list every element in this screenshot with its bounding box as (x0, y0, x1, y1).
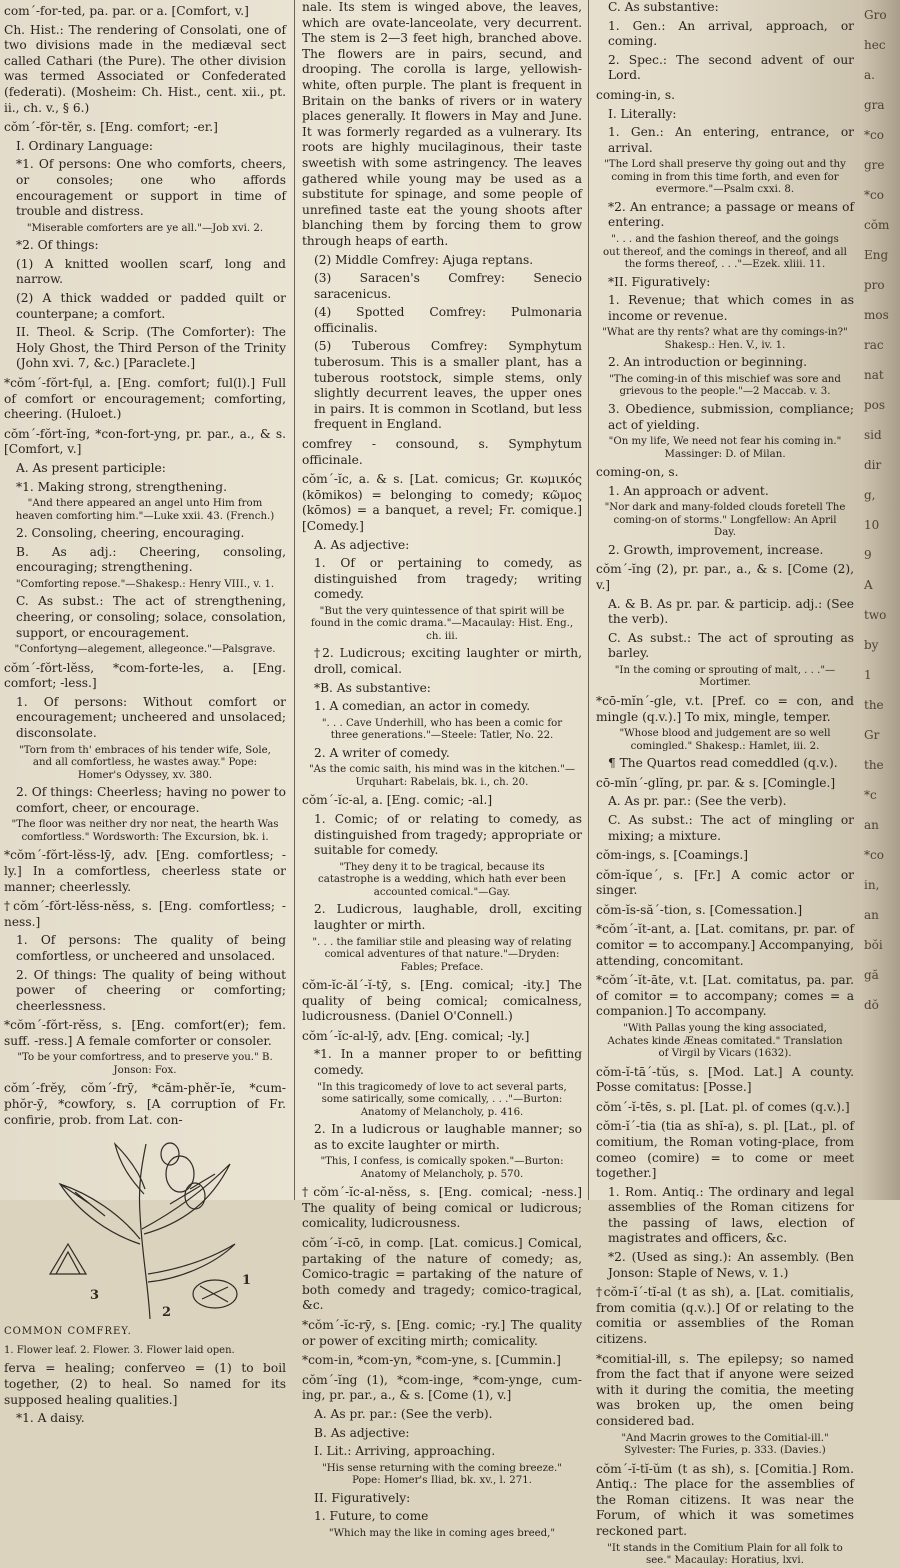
entry-text: 1. Gen.: An entering, entrance, or arrival. (608, 125, 854, 155)
entry-text: (2) Middle Comfrey: Ajuga reptans. (314, 252, 534, 267)
entry-text: II. Figuratively: (314, 1490, 411, 1505)
edge-fragment: gra (864, 98, 885, 112)
edge-fragment: two (864, 608, 887, 622)
dictionary-entry: cŏm-ĭs-să´-tion, s. [Comessation.] (596, 902, 803, 917)
dictionary-entry: cō-mĭn´-glĭng, pr. par. & s. [Comingle.] (596, 775, 836, 790)
dictionary-entry: cŏm´-ĭ-tēs, s. pl. [Lat. pl. of comes (q.v.).] (596, 1099, 850, 1114)
dictionary-entry: *cŏm´-fŏrt-rĕss, s. [Eng. comfort(er); fem. suff. -ress.] A female comforter or consoler. (4, 1018, 286, 1048)
quotation: "This, I confess, is comically spoken."—Burton: Anatomy of Melancholy, p. 570. (320, 1156, 564, 1180)
edge-fragment: gă (864, 968, 879, 982)
edge-fragment: an (864, 818, 879, 832)
edge-fragment: *co (864, 128, 884, 142)
edge-fragment: hec (864, 38, 886, 52)
edge-fragment: the (864, 698, 884, 712)
entry-text: C. As subst.: The act of mingling or mixing; a mixture. (608, 812, 854, 843)
entry-text: ferva = healing; conferveo = (1) to boil together, (2) to heal. So named for its supposed healing qualities.] (4, 1361, 286, 1407)
entry-text: A. & B. As pr. par. & particip. adj.: (See the verb). (608, 596, 854, 627)
entry-text: (2) A thick wadded or padded quilt or counterpane; a comfort. (16, 291, 286, 321)
entry-text: 2. A writer of comedy. (314, 745, 450, 760)
edge-fragment: 1 (864, 668, 872, 682)
entry-text: 2. Spec.: The second advent of our Lord. (608, 52, 854, 83)
dictionary-entry: cŏm´-ĭc-al, a. [Eng. comic; -al.] (302, 793, 493, 808)
quotation: ". . . Cave Underhill, who has been a comic for three generations."—Steele: Tatler, No. 22. (321, 717, 563, 742)
entry-text: (3) Saracen's Comfrey: Senecio saracenicus. (314, 271, 582, 301)
entry-text: 2. Ludicrous, laughable, droll, exciting laughter or mirth. (314, 902, 582, 932)
dictionary-entry: †cŏm´-ĭc-al-nĕss, s. [Eng. comical; -ness.] The quality of being comical or ludicrous; comicality, ludicrousness. (302, 1185, 582, 1231)
entry-text: 2. An introduction or beginning. (608, 355, 808, 370)
dictionary-entry: †cŏm-ĭ´-tĭ-al (t as sh), a. [Lat. comitialis, from comitia (q.v.).] Of or relating to the comitia or assemblies of the Roman citizens. (596, 1285, 854, 1347)
edge-fragment: mos (864, 308, 889, 322)
column-left (4, 0, 286, 1426)
edge-fragment: pos (864, 398, 886, 412)
entry-text: (4) Spotted Comfrey: Pulmonaria officinalis. (314, 305, 582, 335)
quotation: "To be your comfortress, and to preserve you." B. Jonson: Fox. (17, 1052, 273, 1076)
edge-fragment: dŏ (864, 998, 879, 1012)
dictionary-entry: cŏm-ĭ´-tia (tia as shĭ-a), s. pl. [Lat., pl. of comitium, the Roman voting-place, from comeo (comire) = to come or meet together.] (596, 1119, 854, 1181)
dictionary-entry: cŏm´-ĭc-al-lȳ, adv. [Eng. comical; -ly.] (302, 1028, 530, 1043)
edge-fragment: dir (864, 458, 882, 472)
entry-text: 3. Obedience, submission, compliance; act of yielding. (608, 401, 854, 432)
quotation: "And Macrin growes to the Comitial-ill." Sylvester: The Furies, p. 333. (Davies.) (621, 1432, 829, 1457)
column-middle-entries (302, 0, 582, 1540)
dictionary-entry: *cŏm´-fŏrt-lĕss-lȳ, adv. [Eng. comfortless; -ly.] In a comfortless, cheerless state or manner; cheerlessly. (4, 848, 286, 894)
edge-fragment: an (864, 908, 879, 922)
edge-fragment: the (864, 758, 884, 772)
edge-fragment: 10 (864, 518, 880, 532)
edge-fragment: Gr (864, 728, 880, 742)
entry-text: A. As pr. par.: (See the verb). (608, 794, 787, 809)
edge-fragment: *co (864, 848, 884, 862)
quotation: "What are thy rents? what are thy comings-in?" Shakesp.: Hen. V., iv. 1. (602, 327, 848, 351)
edge-fragment: Gro (864, 8, 887, 22)
entry-text: 1. An approach or advent. (608, 483, 769, 498)
dictionary-entry: cŏm´-ĭng (2), pr. par., a., & s. [Come (2), v.] (596, 562, 854, 592)
column-rule (294, 0, 295, 1200)
dictionary-entry: cŏm-ĭ-tā´-tŭs, s. [Mod. Lat.] A county. Posse comitatus: [Posse.] (596, 1064, 854, 1095)
quotation: ". . . and the fashion thereof, and the goings out thereof, and the comings in thereof, and all the forms thereof, . . ."—Ezek. xliii. 11. (603, 234, 847, 271)
entry-text: *B. As substantive: (314, 680, 431, 695)
entry-text: 1. Of persons: Without comfort or encouragement; uncheered and unsolaced; disconsolate. (16, 694, 286, 741)
quotation: "And there appeared an angel unto Him from heaven comforting him."—Luke xxii. 43. (French.) (15, 498, 275, 522)
dictionary-entry: *cŏm´-fŏrt-fụl, a. [Eng. comfort; ful(l).] Full of comfort or encouragement; comforting, cheering. (Huloet.) (4, 375, 286, 422)
comfrey-illustration (4, 1134, 286, 1358)
entry-text: 1. Gen.: An arrival, approach, or coming. (608, 18, 854, 49)
entry-text: 2. In a ludicrous or laughable manner; so as to excite laughter or mirth. (314, 1122, 582, 1152)
quotation: "His sense returning with the coming breeze." Pope: Homer's Iliad, bk. xv., l. 271. (322, 1462, 562, 1487)
edge-fragment: gre (864, 158, 885, 172)
quotation: "On my life, We need not fear his coming in." Massinger: D. of Milan. (608, 436, 842, 460)
entry-text: *II. Figuratively: (608, 274, 711, 289)
edge-fragment: Eng (864, 248, 889, 262)
dictionary-entry: *com-in, *com-yn, *com-yne, s. [Cummin.] (302, 1353, 561, 1368)
column-left-tail (4, 1361, 286, 1426)
figure-legend: 1. Flower leaf. 2. Flower. 3. Flower laid open. (4, 1344, 235, 1356)
dictionary-entry: *cō-mĭn´-gle, v.t. [Pref. co = con, and mingle (q.v.).] To mix, mingle, temper. (596, 693, 854, 724)
quotation: "With Pallas young the king associated, Achates kinde Æneas comitated." Translation of Virgil by Vicars (1632). (607, 1023, 843, 1060)
entry-text: (5) Tuberous Comfrey: Symphytum tuberosum. This is a smaller plant, has a tuberous rootstock, simple stems, only slightly decurrent leaves, the upper ones in pairs. It is common in Scotland, but less frequent in England. (314, 339, 582, 432)
figure-number-1: 1 (242, 1273, 252, 1289)
entry-text: *1. A daisy. (16, 1411, 85, 1426)
entry-text: A. As adjective: (314, 537, 410, 552)
quotation: "As the comic saith, his mind was in the kitchen."—Urquhart: Rabelais, bk. i., ch. 20. (308, 764, 576, 788)
dictionary-entry: cŏm´-fŏrt-lĕss, *com-forte-les, a. [Eng. comfort; -less.] (4, 660, 286, 691)
edge-fragment: nat (864, 368, 884, 382)
entry-text: *2. An entrance; a passage or means of entering. (608, 199, 854, 230)
column-right (596, 0, 854, 1567)
entry-text: 1. Future, to come (314, 1509, 429, 1524)
entry-text: II. Theol. & Scrip. (The Comforter): The Holy Ghost, the Third Person of the Trinity (John xvi. 7, &c.) [Paraclete.] (16, 325, 286, 371)
dictionary-entry: cŏm´-ĭ-cō, in comp. [Lat. comicus.] Comical, partaking of the nature of comedy; as, Comico-tragic = partaking of the nature of both comedy and tragedy; comico-tragical, &c. (302, 1236, 582, 1313)
quotation: "The floor was neither dry nor neat, the hearth Was comfortless." Wordsworth: The Excursion, bk. i. (11, 819, 279, 843)
edge-fragment: rac (864, 338, 884, 352)
edge-fragment: a. (864, 68, 875, 82)
entry-text: *2. (Used as sing.): An assembly. (Ben Jonson: Staple of News, v. 1.) (608, 1250, 854, 1280)
figure-number-3: 3 (90, 1288, 100, 1304)
quotation: "Whose blood and judgement are so well comingled." Shakesp.: Hamlet, iii. 2. (619, 728, 831, 752)
quotation: "Nor dark and many-folded clouds foretell The coming-on of storms." Longfellow: An April Day. (604, 502, 846, 539)
edge-fragment: A (864, 578, 873, 592)
entry-text: 2. Of things: The quality of being without power of cheering or comforting; cheerlessness. (16, 967, 286, 1013)
adjacent-page-text (864, 0, 898, 1200)
quotation: "Torn from th' embraces of his tender wife, Sole, and all comfortless, he wastes away." Pope: Homer's Odyssey, xv. 380. (19, 744, 271, 781)
dictionary-entry: cŏm´-ĭ-tĭ-ŭm (t as sh), s. [Comitia.] Rom. Antiq.: The place for the assemblies of the Roman citizens. It was near the Forum, of which it was sometimes reckoned part. (596, 1461, 854, 1538)
quotation: "Miserable comforters are ye all."—Job xvi. 2. (26, 222, 264, 234)
edge-fragment: by (864, 638, 879, 652)
quotation: "Which may the like in coming ages breed," (328, 1527, 556, 1539)
quotation: "The Lord shall preserve thy going out and thy coming in from this time forth, and even for evermore."—Psalm cxxi. 8. (604, 159, 846, 196)
edge-fragment: pro (864, 278, 885, 292)
comfrey-plant-icon (30, 1134, 260, 1324)
quotation: "It stands in the Comitium Plain for all folk to see." Macaulay: Horatius, lxvi. (607, 1542, 843, 1567)
column-rule (588, 0, 589, 1200)
dictionary-entry: cŏm-ings, s. [Coamings.] (596, 848, 749, 863)
entry-text: A. As pr. par.: (See the verb). (314, 1406, 493, 1421)
dictionary-entry: cŏm´-frĕy, cŏm´-frȳ, *căm-phĕr-ĭe, *cum-phŏr-ȳ, *cowfory, s. [A corruption of Fr. confirie, prob. from Lat. con- (4, 1081, 286, 1127)
column-middle (302, 0, 582, 1539)
quotation: "They deny it to be tragical, because its catastrophe is a wedding, which hath ever been accounted comical."—Gay. (318, 861, 566, 898)
entry-text: I. Literally: (608, 106, 677, 121)
entry-text: I. Ordinary Language: (16, 138, 154, 153)
entry-text: I. Lit.: Arriving, approaching. (314, 1444, 496, 1459)
entry-text: *2. Of things: (16, 238, 99, 253)
dictionary-entry: cŏm-ĭc-ăl´-ĭ-tȳ, s. [Eng. comical; -ity.] The quality of being comical; comicalness, ludicrousness. (Daniel O'Connell.) (302, 978, 582, 1024)
column-right-entries (596, 0, 854, 1568)
entry-text: nale. Its stem is winged above, the leaves, which are ovate-lanceolate, very decurrent. The stem is 2—3 feet high, branched above. The flowers are in pairs, secund, and drooping. The corolla is large, yellowish-white, often purple. The plant is frequent in Britain on the banks of rivers or in watery places generally. It flowers in May and June. It was formerly regarded as a vulnerary. Its roots are highly mucilaginous, their taste sweetish with some astringency. The leaves gathered while young may be used as a substitute for spinage, and some people of unrefined taste eat the young shoots after blanching them by forcing them to grow through heaps of earth. (302, 0, 582, 248)
quotation: "In the coming or sprouting of malt, . . ."—Mortimer. (614, 664, 836, 689)
dictionary-entry: cŏm´-ĭng (1), *com-inge, *com-ynge, cum-ing, pr. par., a., & s. [Come (1), v.] (302, 1372, 582, 1403)
quotation: ". . . the familiar stile and pleasing way of relating comical adventures of that nature."—Dryden: Fables; Preface. (312, 936, 572, 973)
quotation: "The coming-in of this mischief was sore and grievous to the people."—2 Maccab. v. 3. (609, 373, 841, 398)
dictionary-entry: cŏm´-fŏr-tĕr, s. [Eng. comfort; -er.] (4, 120, 218, 135)
dictionary-entry: *cŏm´-ĭc-rȳ, s. [Eng. comic; -ry.] The quality or power of exciting mirth; comicality. (302, 1318, 582, 1348)
edge-fragment: *c (864, 788, 877, 802)
dictionary-entry: comfrey - consound, s. Symphytum officinale. (302, 437, 582, 467)
entry-text: B. As adjective: (314, 1425, 410, 1440)
figure-caption: COMMON COMFREY. (4, 1326, 132, 1338)
figure-number-2: 2 (162, 1305, 172, 1321)
edge-fragment: in, (864, 878, 880, 892)
entry-text: 1. Of or pertaining to comedy, as distinguished from tragedy; writing comedy. (314, 556, 582, 602)
quotation: "In this tragicomedy of love to act several parts, some satirically, some comically, . . ."—Burton: Anatomy of Melancholy, p. 416. (317, 1081, 567, 1118)
entry-text: 1. Of persons: The quality of being comfortless, or uncheered and unsolaced. (16, 933, 286, 963)
column-left-entries (4, 4, 286, 1128)
entry-text: B. As adj.: Cheering, consoling, encouraging; strengthening. (16, 544, 286, 575)
quotation: "Comforting repose."—Shakesp.: Henry VIII., v. 1. (15, 578, 275, 590)
edge-fragment: cŏm (864, 218, 890, 232)
entry-text: A. As present participle: (16, 460, 166, 475)
dictionary-entry: com´-for-ted, pa. par. or a. [Comfort, v.] (4, 4, 249, 18)
dictionary-entry: *cŏm´-ĭt-āte, v.t. [Lat. comitatus, pa. par. of comitor = to accompany; comes = a companion.] To accompany. (596, 973, 854, 1019)
entry-text: 1. Rom. Antiq.: The ordinary and legal assemblies of the Roman citizens for the passing of laws, election of magistrates and officers, &c. (608, 1184, 854, 1246)
edge-fragment: sid (864, 428, 882, 442)
dictionary-entry: *comitial-ill, s. The epilepsy; so named from the fact that if anyone were seized with it during the comitia, the meeting was broken up, the omen being considered bad. (596, 1351, 854, 1428)
dictionary-entry: cŏm-ĭque´, s. [Fr.] A comic actor or singer. (596, 867, 854, 898)
edge-fragment: 9 (864, 548, 872, 562)
quotation: "Confortyng—alegement, allegeonce."—Palsgrave. (14, 644, 276, 656)
dictionary-entry: cŏm´-fŏrt-ĭng, *con-fort-yng, pr. par., a., & s. [Comfort, v.] (4, 426, 286, 457)
edge-fragment: *co (864, 188, 884, 202)
entry-text: 2. Growth, improvement, increase. (608, 542, 824, 557)
entry-text: C. As substantive: (608, 0, 719, 14)
entry-text: 1. Comic; of or relating to comedy, as distinguished from tragedy; appropriate or suitable for comedy. (314, 812, 582, 858)
entry-text: C. As subst.: The act of strengthening, cheering, or consoling; solace, consolation, support, or encouragement. (16, 594, 286, 640)
dictionary-entry: †cŏm´-fŏrt-lĕss-nĕss, s. [Eng. comfortless; -ness.] (4, 899, 286, 929)
dictionary-entry: coming-in, s. (596, 87, 676, 102)
quotation: "But the very quintessence of that spirit will be found in the comic drama."—Macaulay: Hist. Eng., ch. iii. (310, 605, 574, 642)
adjacent-page-edge (860, 0, 900, 1200)
entry-text: 1. Revenue; that which comes in as income or revenue. (608, 293, 854, 323)
entry-text: 1. A comedian, an actor in comedy. (314, 699, 531, 714)
entry-text: *1. Making strong, strengthening. (16, 479, 227, 494)
dictionary-entry: cŏm´-ĭc, a. & s. [Lat. comicus; Gr. κωμικός (kōmikos) = belonging to comedy; κῶμος (kōmos) = a banquet, a revel; Fr. comique.] [Comedy.] (302, 472, 582, 533)
dictionary-entry: *cŏm´-ĭt-ant, a. [Lat. comitans, pr. par. of comitor = to accompany.] Accompanying, attending, concomitant. (596, 922, 854, 968)
entry-text: ¶ The Quartos read comeddled (q.v.). (608, 756, 838, 771)
entry-text: (1) A knitted woollen scarf, long and narrow. (16, 256, 286, 287)
entry-text: Ch. Hist.: The rendering of Consolati, one of two divisions made in the mediæval sect called Cathari (the Pure). The other division was termed Associated or Confederated (federati). (Mosheim: Ch. Hist., cent. xii., pt. ii., ch. v., § 6.) (4, 22, 286, 115)
entry-text: *1. Of persons: One who comforts, cheers, or consoles; one who affords encouragement or support in time of trouble and distress. (16, 157, 286, 219)
dictionary-entry: coming-on, s. (596, 465, 679, 480)
edge-fragment: g, (864, 488, 876, 502)
entry-text: 2. Consoling, cheering, encouraging. (16, 526, 245, 541)
entry-text: *1. In a manner proper to or befitting comedy. (314, 1047, 582, 1077)
entry-text: 2. Of things: Cheerless; having no power to comfort, cheer, or encourage. (16, 785, 286, 815)
edge-fragment: bŏi (864, 938, 883, 952)
entry-text: †2. Ludicrous; exciting laughter or mirth, droll, comical. (314, 646, 582, 677)
entry-text: C. As subst.: The act of sprouting as barley. (608, 630, 854, 661)
